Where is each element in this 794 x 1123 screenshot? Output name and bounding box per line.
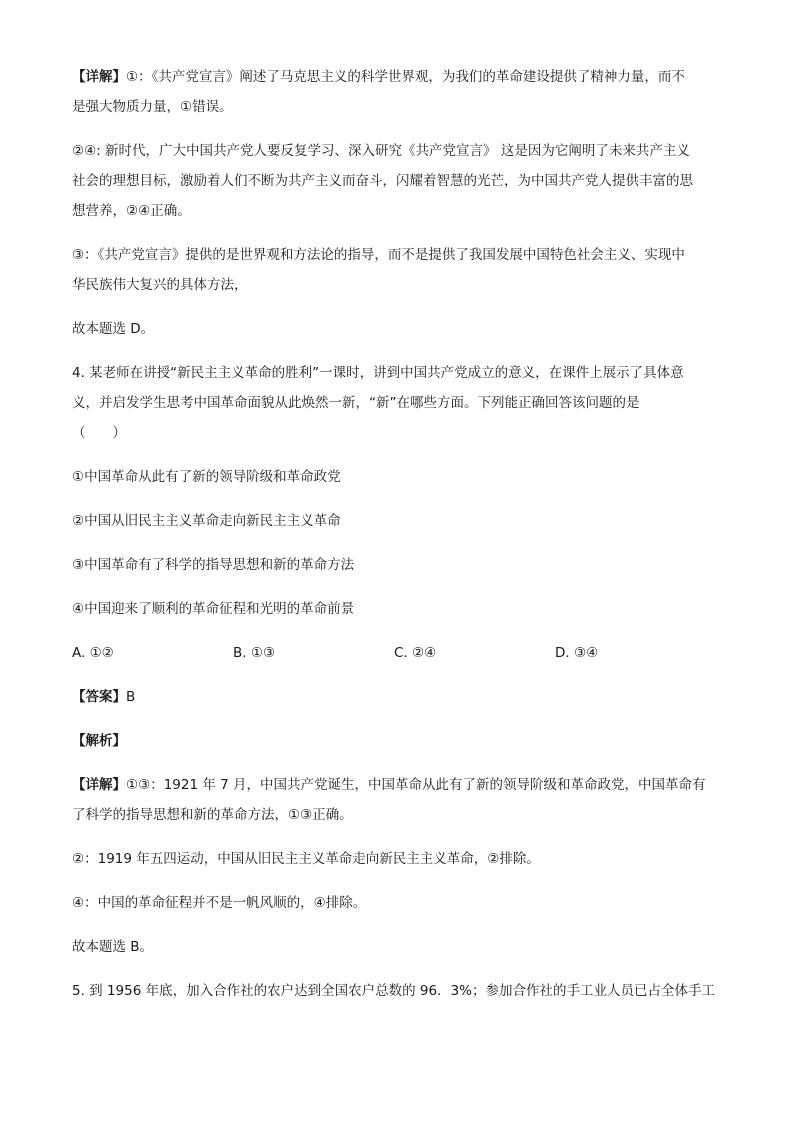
answer-options [72,638,724,668]
paragraph-gap [72,580,724,594]
text-line [72,136,724,166]
paragraph [72,506,724,536]
paragraph-gap [72,712,724,726]
text-line [72,550,724,580]
paragraph [72,314,724,344]
line-text: 5. 到 1956 年底，加入合作社的农户达到全国农户总数的 96．3%；参加合作社的手工业人员已占全体手工 [72,983,715,999]
paragraph [72,62,724,122]
paragraph [72,550,724,580]
text-line [72,888,724,918]
line-text: ①：《共产党宣言》阐述了马克思主义的科学世界观，为我们的革命建设提供了精神力量，而不 [126,69,685,85]
paragraph [72,888,724,918]
line-text: 是强大物质力量，①错误。 [72,99,233,115]
text-line [72,976,724,1006]
text-line [72,770,724,800]
paragraph [72,726,724,756]
paragraph-gap [72,492,724,506]
answer-option: B. ①③ [233,645,276,661]
text-line [72,388,724,418]
paragraph-gap [72,756,724,770]
text-line [72,418,724,448]
line-text: ②④: 新时代，广大中国共产党人要反复学习、深入研究《共产党宣言》 这是因为它阐明了未来共产主义 [72,143,690,159]
paragraph-gap [72,624,724,638]
text-line [72,92,724,122]
paragraph [72,682,724,712]
line-text: ④中国迎来了顺利的革命征程和光明的革命前景 [72,601,355,617]
paragraph [72,462,724,492]
paragraph-gap [72,962,724,976]
line-text: 社会的理想目标，激励着人们不断为共产主义而奋斗，闪耀着智慧的光芒，为中国共产党人提供丰富的思 [72,173,693,189]
line-text: 4. 某老师在讲授“新民主主义革命的胜利”一课时，讲到中国共产党成立的意义，在课件上展示了具体意 [72,365,684,381]
paragraph-gap [72,874,724,888]
paragraph [72,136,724,226]
line-text: 义，并启发学生思考中国革命面貌从此焕然一新，“新”在哪些方面。下列能正确回答该问题的是 [72,395,640,411]
paragraph-gap [72,918,724,932]
text-line [72,506,724,536]
paragraph [72,358,724,448]
line-text: 故本题选 D。 [72,321,155,337]
paragraph [72,240,724,300]
text-line [72,462,724,492]
line-text: 故本题选 B。 [72,939,154,955]
section-tag: 【解析】 [72,733,126,749]
section-tag: 【答案】 [72,689,126,705]
paragraph [72,594,724,624]
section-tag: 【详解】 [72,69,126,85]
text-line [72,594,724,624]
answer-option: D. ③④ [555,645,599,661]
text-line [72,62,724,92]
line-text: （ ） [72,425,126,441]
line-text: 了科学的指导思想和新的革命方法，①③正确。 [72,807,353,823]
paragraph-gap [72,300,724,314]
paragraph-gap [72,830,724,844]
line-text: ④：中国的革命征程并不是一帆风顺的，④排除。 [72,895,367,911]
text-line [72,800,724,830]
paragraph [72,976,724,1006]
line-text: ②中国从旧民主主义革命走向新民主主义革命 [72,513,341,529]
line-text: B [126,689,136,705]
text-line [72,682,724,712]
text-line [72,196,724,226]
line-text: 华民族伟大复兴的具体方法， [72,277,248,293]
paragraph-gap [72,448,724,462]
paragraph-gap [72,668,724,682]
line-text: 想营养，②④正确。 [72,203,191,219]
paragraph-gap [72,226,724,240]
paragraph-gap [72,122,724,136]
text-line [72,270,724,300]
paragraph [72,844,724,874]
line-text: ①③：1921 年 7 月，中国共产党诞生，中国革命从此有了新的领导阶级和革命政党，中国革命有 [126,777,706,793]
section-tag: 【详解】 [72,777,126,793]
text-line [72,166,724,196]
text-line [72,932,724,962]
text-line [72,726,724,756]
line-text: ③：《共产党宣言》提供的是世界观和方法论的指导，而不是提供了我国发展中国特色社会主义、实现中 [72,247,685,263]
paragraph-gap [72,536,724,550]
text-line [72,844,724,874]
line-text: ②：1919 年五四运动，中国从旧民主主义革命走向新民主主义革命，②排除。 [72,851,540,867]
document-page [72,62,724,1006]
text-line [72,314,724,344]
answer-option: A. ①② [72,645,114,661]
paragraph [72,770,724,830]
text-line [72,240,724,270]
answer-option: C. ②④ [394,645,437,661]
line-text: ③中国革命有了科学的指导思想和新的革命方法 [72,557,355,573]
line-text: ①中国革命从此有了新的领导阶级和革命政党 [72,469,341,485]
paragraph [72,932,724,962]
text-line [72,358,724,388]
paragraph-gap [72,344,724,358]
